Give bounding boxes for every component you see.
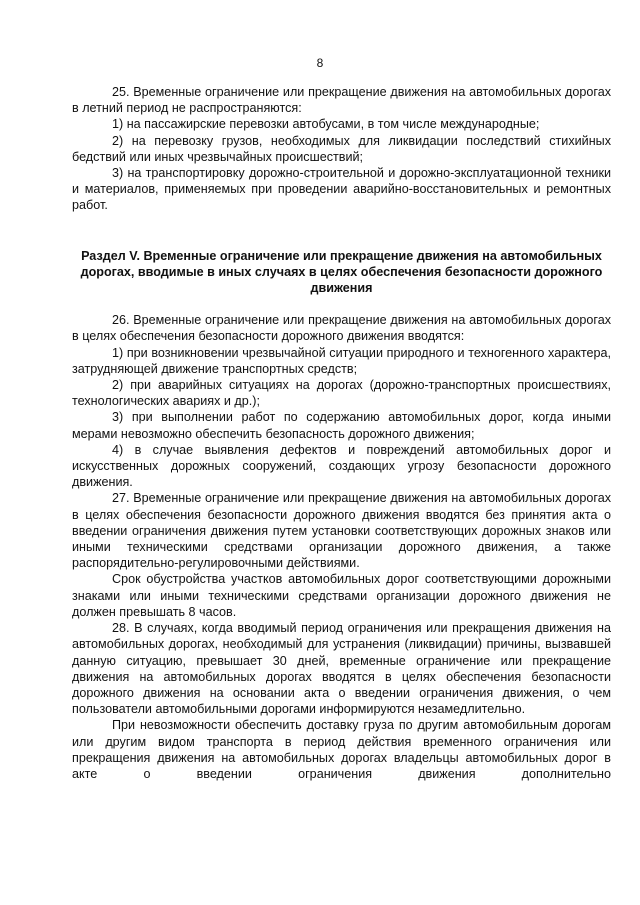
paragraph-25: 25. Временные ограничение или прекращение движения на автомобильных дорогах в летний период не распространяются: — [72, 85, 611, 116]
section-heading: Раздел V. Временные ограничение или прекращение движения на автомобильных дорогах, вводимые в иных случаях в целях обеспечения безопасности дорожного движения — [80, 248, 603, 296]
paragraph-26: 26. Временные ограничение или прекращение движения на автомобильных дорогах в целях обеспечения безопасности дорожного движения вводятся: — [72, 313, 611, 344]
page-body — [72, 84, 611, 782]
paragraph-27-deadline: Срок обустройства участков автомобильных дорог соответствующими дорожными знаками или иными техническими средствами организации дорожного движения не должен превышать 8 часов. — [72, 572, 611, 619]
page-number: 8 — [316, 56, 324, 70]
paragraph-26-item-2: 2) при аварийных ситуациях на дорогах (дорожно-транспортных происшествиях, технологических авариях и др.); — [72, 378, 611, 409]
paragraph-26-item-4: 4) в случае выявления дефектов и повреждений автомобильных дорог и искусственных дорожных сооружений, создающих угрозу безопасности дорожного движения. — [72, 442, 611, 490]
paragraph-28: 28. В случаях, когда вводимый период ограничения или прекращения движения на автомобильных дорогах, необходимый для устранения (ликвидации) причины, вызвавшей данную ситуацию, превышает 30 дней, временные ограничение или прекращение движения на автомобильных дорогах вводятся в целях обеспечения безопасности дорожного движения на основании акта о введении ограничения движения, о чем пользователи автомобильными дорогами информируются незамедлительно. — [72, 621, 611, 717]
paragraph-25-item-3: 3) на транспортировку дорожно-строительной и дорожно-эксплуатационной техники и материалов, применяемых при проведении аварийно-восстановительных и ремонтных работ. — [72, 166, 611, 213]
paragraph-28-continuation: При невозможности обеспечить доставку груза по другим автомобильным дорогам или другим видом транспорта в период действия временного ограничения или прекращения движения на автомобильных дорогах владельцы автомобильных дорог в акте о введении ограничения движения дополнительно — [72, 718, 611, 781]
paragraph-26-item-3: 3) при выполнении работ по содержанию автомобильных дорог, когда иными мерами невозможно обеспечить безопасность дорожного движения; — [72, 410, 611, 441]
paragraph-27: 27. Временные ограничение или прекращение движения на автомобильных дорогах в целях обеспечения безопасности дорожного движения вводятся без принятия акта о введении ограничения движения путем установки соответствующих дорожных знаков или иными техническими средствами организации дорожного движения, а также распорядительно-регулировочными действиями. — [72, 491, 611, 571]
paragraph-26-item-1: 1) при возникновении чрезвычайной ситуации природного и техногенного характера, затрудняющей движение транспортных средств; — [72, 345, 611, 376]
paragraph-25-item-1: 1) на пассажирские перевозки автобусами, в том числе международные; — [112, 117, 540, 132]
paragraph-25-item-2: 2) на перевозку грузов, необходимых для ликвидации последствий стихийных бедствий или иных чрезвычайных происшествий; — [72, 133, 611, 164]
